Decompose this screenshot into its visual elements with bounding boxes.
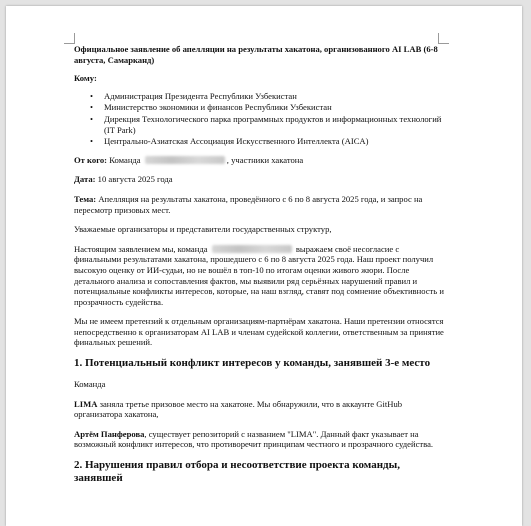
greeting: Уважаемые организаторы и представители государственных структур, xyxy=(74,224,332,235)
document-page xyxy=(6,6,522,526)
section-heading-2: 2. Нарушения правил отбора и несоответствие проекта команды, занявшей xyxy=(74,459,400,485)
recipient-item: • Дирекция Технологического парка программных продуктов и информационных технологий (IT Park) xyxy=(74,114,446,135)
section1-label: Команда xyxy=(74,379,106,390)
paragraph-lima: LIMA заняла третье призовое место на хакатоне. Мы обнаружили, что в аккаунте GitHub организатора хакатона, xyxy=(74,398,403,420)
paragraph-repository: Артём Панферова, существует репозиторий с названием "LIMA". Данный факт указывает на возможный конфликт интересов, что противоречит принципам честного и прозрачного судейства. xyxy=(74,428,434,450)
paragraph-appeal: Настоящим заявлением мы, команда выражаем своё несогласие с финальными результатами хакатона, прошедшего с 6 по 8 августа 2025 года. Наш проект получил высокую оценку от ИИ-судьи, но не вошёл в топ-10 по итогам оценки живого жюри. После детального анализа и сопоставления фактов, мы выявили ряд серьёзных нарушений правил и потенциальные конфликты интересов, которые, на наш взгляд, ставят под сомнение объективность и прозрачность судейства. xyxy=(74,243,444,307)
redacted-team-name xyxy=(145,156,225,164)
date-line: Дата: 10 августа 2025 года xyxy=(74,174,173,185)
redacted-team-name xyxy=(212,245,292,253)
recipients-list xyxy=(74,91,446,147)
document-body[interactable] xyxy=(74,44,446,494)
recipient-item: • Администрация Президента Республики Узбекистан xyxy=(74,91,446,102)
to-label: Кому: xyxy=(74,73,97,84)
document-title: Официальное заявление об апелляции на результаты хакатона, организованного AI LAB (6-8 августа, Самарканд) xyxy=(74,44,438,65)
section-heading-1: 1. Потенциальный конфликт интересов у команды, занявшей 3-е место xyxy=(74,357,431,370)
margin-mark-top-right xyxy=(438,33,449,44)
margin-mark-top-left xyxy=(64,33,75,44)
recipient-item: • Министерство экономики и финансов Республики Узбекистан xyxy=(74,102,446,113)
recipient-item: • Центрально-Азиатская Ассоциация Искусственного Интеллекта (AICA) xyxy=(74,136,446,147)
person-name: Артём Панферова xyxy=(74,428,145,439)
subject-line: Тема: Апелляция на результаты хакатона, проведённого с 6 по 8 августа 2025 года, и запрос на пересмотр призовых мест. xyxy=(74,193,423,215)
team-name-lima: LIMA xyxy=(74,398,98,409)
paragraph-claims: Мы не имеем претензий к отдельным организациям-партнёрам хакатона. Наши претензии относятся непосредственно к организаторам AI LAB и членам судейской коллегии, ответственным за принятие финальных решений. xyxy=(74,316,444,348)
from-line: От кого: Команда , участники хакатона xyxy=(74,154,304,165)
